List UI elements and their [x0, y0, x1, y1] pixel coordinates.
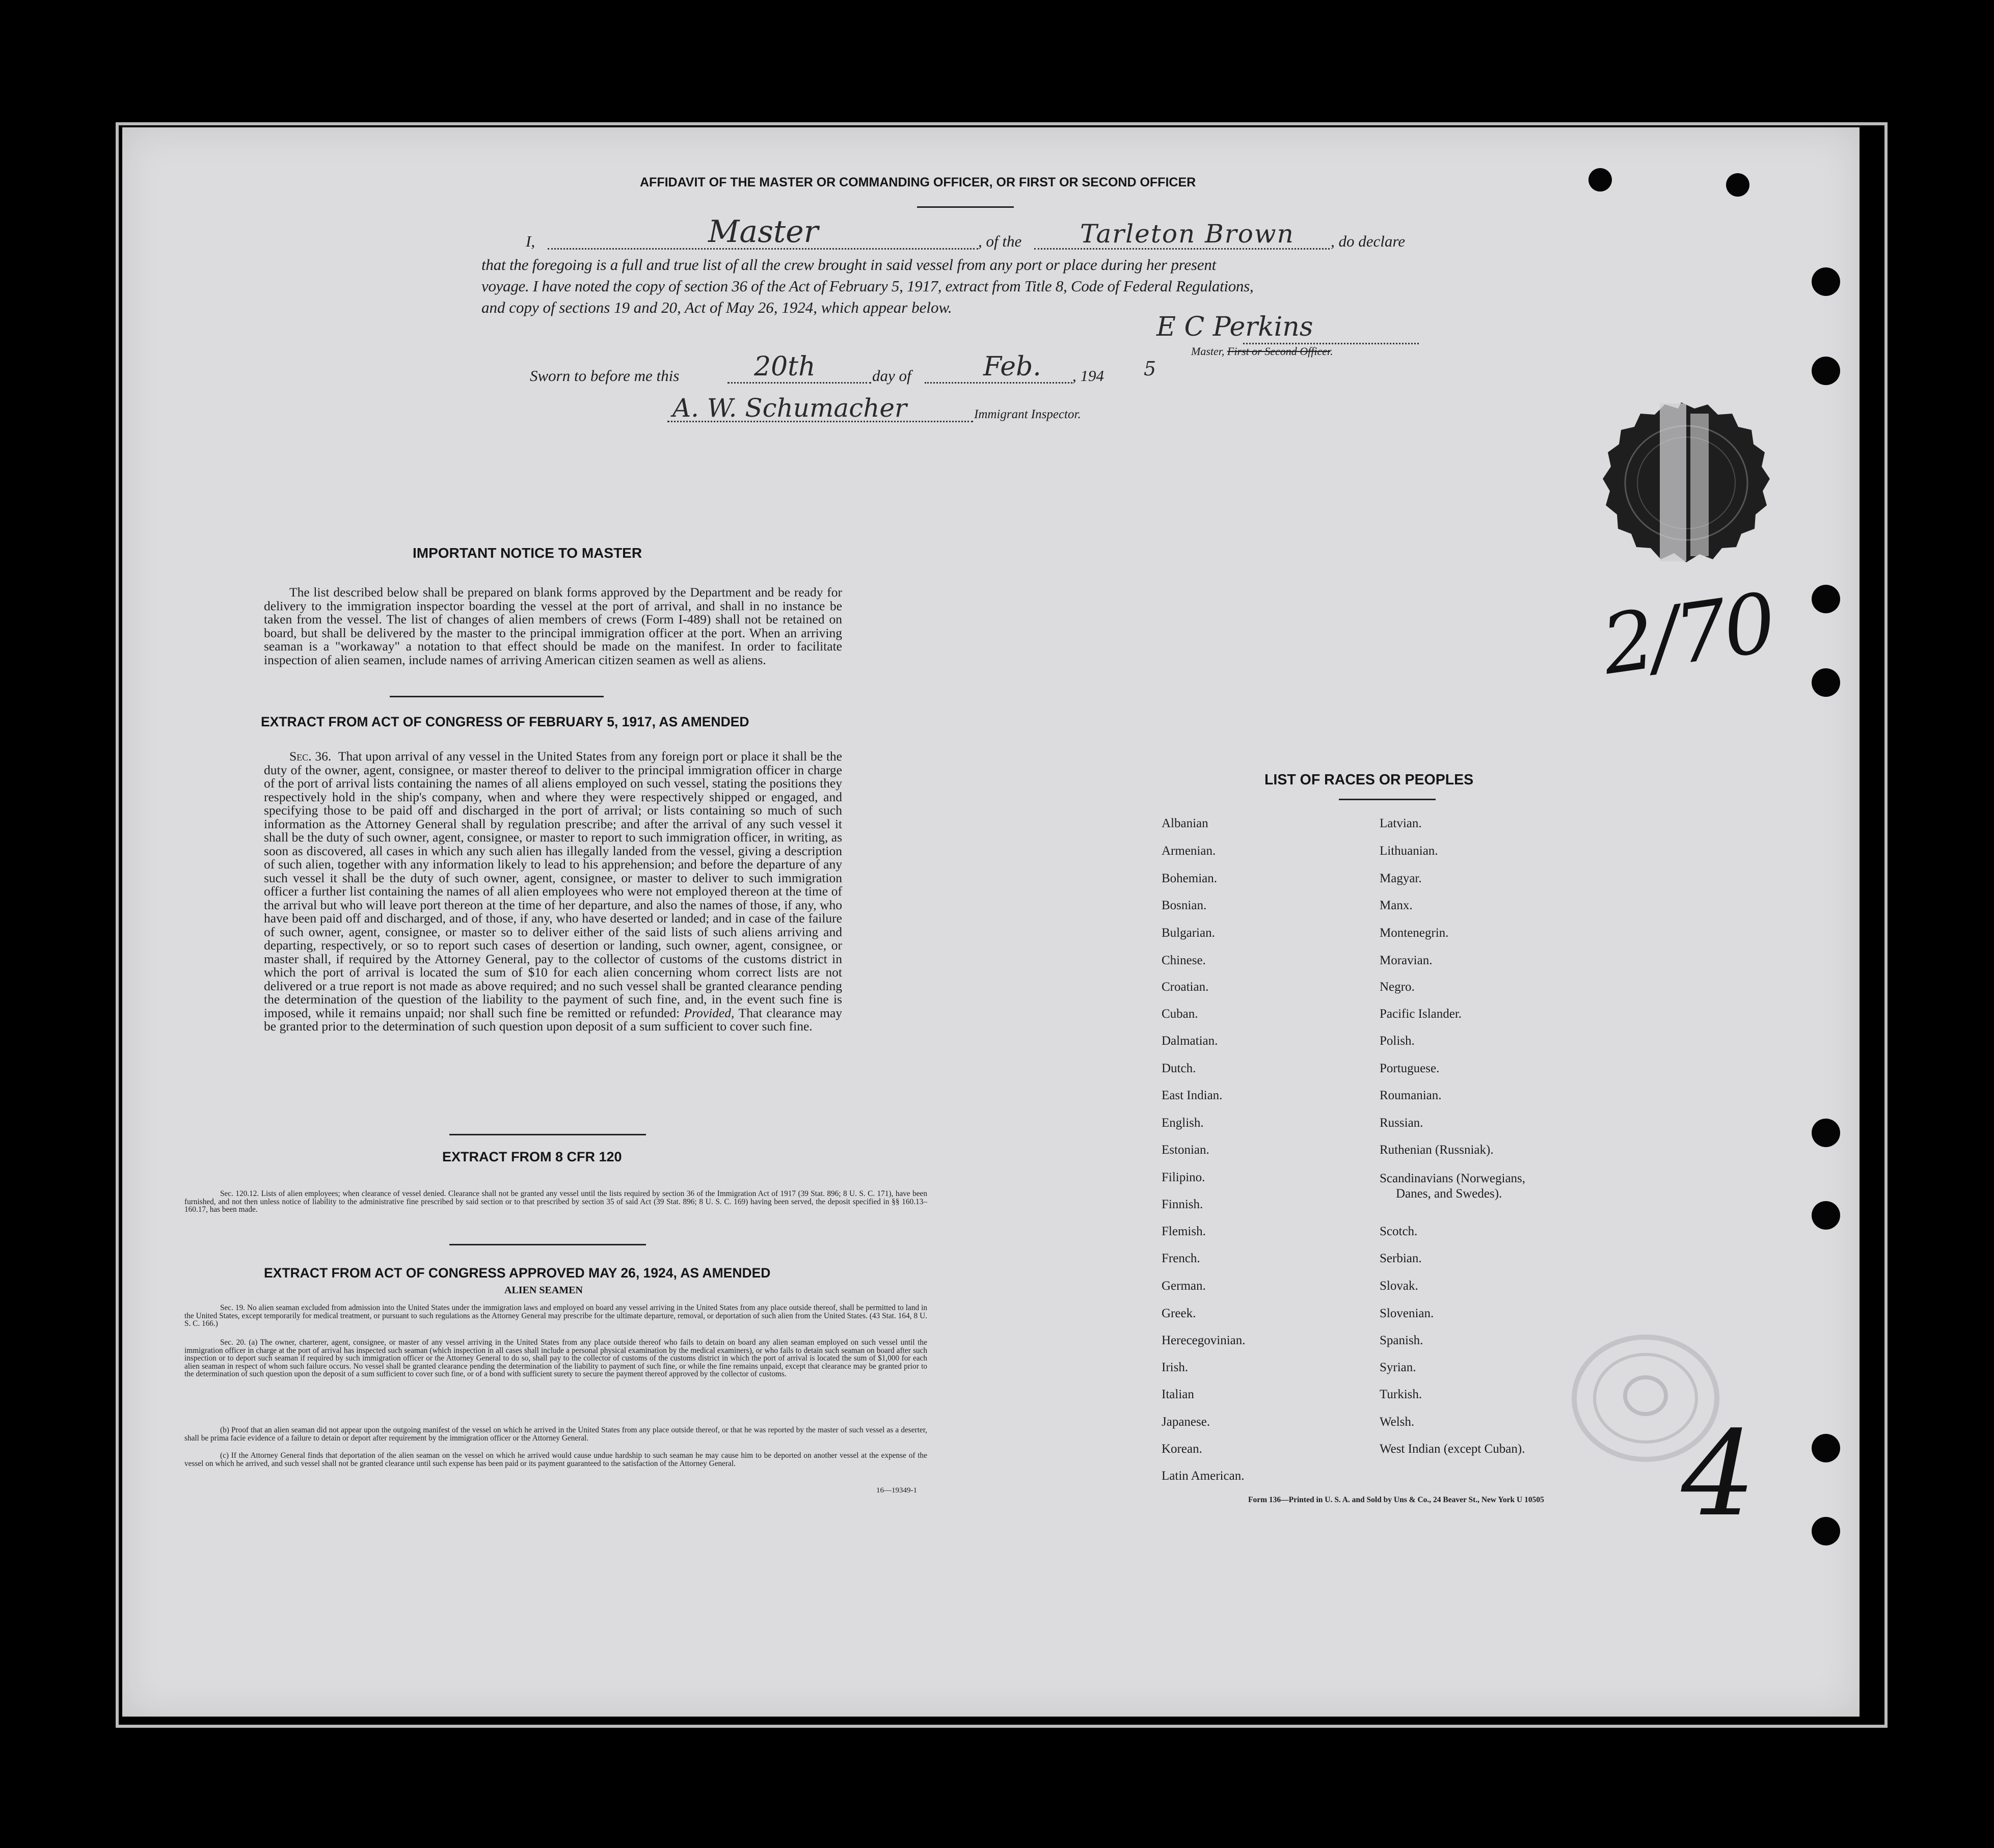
- race-item-left-4: Bulgarian.: [1162, 926, 1215, 940]
- extract-1924-sec20a: Sec. 20. (a) The owner, charterer, agent, consignee, or master of any vessel arriving in the United States from any place outside thereof who fails to detain on board any alien seaman employed on such vessel until the immigration officer in charge at the port of arrival has inspected such seaman (which inspection in all cases shall include a personal physical examination by the medical examiners), or who fails to detain such seaman on board after such inspection or to deport such seaman if required by such immigration officer or the Attorney General to do so, shall pay to the collector of customs of the customs district in which the port of arrival is located the sum of $1,000 for each alien seaman in respect of whom such failure occurs. No vessel shall be granted clearance pending the determination of the liability to payment of such fine, or while the fine remains unpaid, except that clearance may be granted prior to the determination of such question upon the deposit of a sum sufficient to cover such fine, or of a bond with sufficient surety to secure the payment thereof approved by the collector of customs.: [184, 1338, 927, 1379]
- race-item-right-3: Manx.: [1380, 899, 1413, 912]
- extract-1917-provided: Provided,: [684, 1005, 735, 1020]
- race-item-right-12: Ruthenian (Russniak).: [1380, 1143, 1494, 1157]
- race-item-left-21: Italian: [1162, 1388, 1194, 1401]
- notice-rule: [390, 696, 604, 697]
- race-item-right-13: Scandinavians (Norwegians,: [1380, 1172, 1526, 1185]
- punch-hole-2: [1812, 357, 1840, 385]
- race-item-left-6: Croatian.: [1162, 980, 1209, 994]
- extract-cfr-text: Sec. 120.12. Lists of alien employees; when clearance of vessel denied. Clearance shall not be granted any vessel until the lists required by section 36 of the Immigration Act of 1917 (39 Stat. 896; 8 U. S. C. 171), have been furnished, and not then unless notice of liability to the administrative fine prescribed by said section or to that prescribed by section 35 of said Act (39 Stat. 896; 8 U. S. C. 169) having been served, the deposit specified in §§ 160.13–160.17, has been made.: [184, 1189, 927, 1214]
- inspector-caption: Immigrant Inspector.: [974, 407, 1081, 421]
- race-item-left-11: English.: [1162, 1116, 1204, 1130]
- race-item-left-16: French.: [1162, 1252, 1200, 1265]
- extract-1917-sec-label: Sec. 36.: [289, 749, 332, 764]
- race-item-left-22: Japanese.: [1162, 1415, 1210, 1429]
- race-item-right-6: Negro.: [1380, 980, 1415, 994]
- race-item-left-10: East Indian.: [1162, 1089, 1223, 1102]
- handwritten-page-reference: 2/70: [1596, 575, 1779, 693]
- affidavit-i-label: I,: [526, 232, 535, 250]
- race-item-left-15: Flemish.: [1162, 1225, 1206, 1238]
- race-item-right-7: Pacific Islander.: [1380, 1007, 1462, 1021]
- extract-1924-sec19: Sec. 19. No alien seaman excluded from admission into the United States under the immigration laws and employed on board any vessel arriving in the United States from any place outside thereof, shall be permitted to land in the United States, except temporarily for medical treatment, or pursuant to such regulations as the Attorney General may prescribe for the ultimate departure, removal, or deportation of such alien from the United States. (43 Stat. 164, 8 U. S. C. 166.): [184, 1303, 927, 1328]
- race-item-right-21: Turkish.: [1380, 1388, 1422, 1401]
- race-item-right-8: Polish.: [1380, 1034, 1415, 1048]
- sworn-year-prefix: , 194: [1072, 367, 1104, 385]
- race-item-right-10: Roumanian.: [1380, 1089, 1442, 1102]
- race-item-right-19: Spanish.: [1380, 1334, 1423, 1347]
- race-item-left-3: Bosnian.: [1162, 899, 1207, 912]
- extract-1917-rule: [449, 1134, 646, 1135]
- form-footer: Form 136—Printed in U. S. A. and Sold by Uns & Co., 24 Beaver St., New York U 10505: [1248, 1496, 1544, 1504]
- race-item-right-2: Magyar.: [1380, 872, 1422, 885]
- day-of-label: day of: [872, 367, 911, 385]
- vessel-name-value: Tarleton Brown: [1080, 219, 1295, 249]
- race-item-left-5: Chinese.: [1162, 954, 1206, 967]
- sworn-day-line: [727, 382, 871, 384]
- race-item-left-24: Latin American.: [1162, 1469, 1245, 1483]
- extract-1917-body: That upon arrival of any vessel in the United States from any foreign port or place it shall be the duty of the owner, agent, consignee, or master thereof to deliver to the principal immigration officer in charge of the port of arrival lists containing the names of all aliens employed on such vessel, stating the positions they respectively hold in the ship's company, when and where they were respectively shipped or engaged, and specifying those to be paid off and discharged in the port of arrival; or lists containing so much of such information as the Attorney General shall by regulation prescribe; and after the arrival of any such vessel it shall be the duty of such owner, agent, consignee, or master to report to such immigration officer, in writing, as soon as discovered, all cases in which any such alien has illegally landed from the vessel, giving a description of such alien, together with any information likely to lead to his apprehension; and before the departure of any such vessel it shall be the duty of such owner, agent, consignee, or master to deliver to such immigration officer a further list containing the names of all alien employees who were not employed thereon at the time of the arrival but who will leave port thereon at the time of her departure, and also the names of those, if any, who have been paid off and discharged, and of those, if any, who have deserted or landed; and in case of the failure of such owner, agent, consignee, or master so to deliver either of the said lists of such aliens arriving and departing, respectively, or so to report such cases of desertion or landing, such owner, agent, consignee, or master shall, if required by the Attorney General, pay to the collector of customs of the customs district in which the port of arrival is located the sum of $10 for each alien concerning whom correct lists are not delivered or a true report is not made as above required; and no such vessel shall be granted clearance pending the determination of the question of the liability to the payment of such fine, and, in the event such fine is imposed, while it remains unpaid; nor shall such fine be remitted or refunded:: [264, 749, 842, 1020]
- extract-1924-subtitle: ALIEN SEAMEN: [504, 1285, 583, 1296]
- affidavit-of-the-label: , of the: [978, 232, 1022, 250]
- master-name-value: Master: [708, 214, 819, 250]
- extract-1924-sec20c: (c) If the Attorney General finds that deportation of the alien seaman on the vessel on which he arrived would cause undue hardship to such seaman he may cause him to be deported on another vessel at the expense of the vessel on which he arrived, and such vessel shall not be granted clearance until such expense has been paid or its payment guaranteed to the satisfaction of the Attorney General.: [184, 1451, 927, 1468]
- race-item-right-23: West Indian (except Cuban).: [1380, 1442, 1525, 1456]
- punch-hole-6: [1812, 1201, 1840, 1230]
- race-item-right-14: Danes, and Swedes).: [1396, 1187, 1502, 1201]
- extract-1917-title: EXTRACT FROM ACT OF CONGRESS OF FEBRUARY 5, 1917, AS AMENDED: [261, 714, 749, 729]
- race-item-left-19: Herecegovinian.: [1162, 1334, 1246, 1347]
- notice-text: The list described below shall be prepared on blank forms approved by the Department and be ready for delivery to the immigration inspector boarding the vessel at the port of arrival, and shall in no instance be taken from the vessel. The list of changes of alien members of crews (Form I-489) shall not be retained on board, but shall be delivered by the master to the principal immigration officer at the port. When an arriving seaman is a "workaway" a notation to that effect should be made on the manifest. In order to facilitate inspection of alien seamen, include names of arriving American citizen seamen as well as aliens.: [264, 585, 842, 667]
- notary-seal: [1574, 398, 1788, 572]
- race-item-left-13: Filipino.: [1162, 1171, 1205, 1184]
- handwritten-corner-mark: 4: [1681, 1406, 1756, 1542]
- extract-1924-title: EXTRACT FROM ACT OF CONGRESS APPROVED MAY 26, 1924, AS AMENDED: [264, 1265, 771, 1281]
- punch-hole-top-2: [1726, 173, 1749, 197]
- affidavit-line-2: that the foregoing is a full and true list of all the crew brought in said vessel from any port or place during her present: [481, 256, 1217, 274]
- race-item-right-20: Syrian.: [1380, 1361, 1416, 1374]
- sworn-year-suffix: 5: [1144, 358, 1156, 380]
- punch-hole-7: [1812, 1434, 1840, 1462]
- affidavit-declare-label: , do declare: [1331, 232, 1406, 250]
- extract-1917-text: [264, 750, 842, 1034]
- affidavit-title-rule: [917, 206, 1014, 208]
- race-item-right-16: Serbian.: [1380, 1252, 1422, 1265]
- race-item-left-18: Greek.: [1162, 1307, 1196, 1320]
- notice-title: IMPORTANT NOTICE TO MASTER: [413, 545, 642, 561]
- sworn-month-line: [925, 382, 1072, 384]
- extract-1924-sec20b: (b) Proof that an alien seaman did not appear upon the outgoing manifest of the vessel on which he arrived in the United States from any place outside thereof, or that he was reported by the master of such vessel as a deserter, shall be prima facie evidence of a failure to detain or deport after requirement by the immigration officer or the Attorney General.: [184, 1426, 927, 1443]
- races-title: LIST OF RACES OR PEOPLES: [1264, 772, 1474, 788]
- inspector-signature-line: [667, 421, 973, 422]
- race-item-left-12: Estonian.: [1162, 1143, 1209, 1157]
- sworn-label: Sworn to before me this: [530, 367, 680, 385]
- affidavit-title: AFFIDAVIT OF THE MASTER OR COMMANDING OFFICER, OR FIRST OR SECOND OFFICER: [640, 175, 1196, 189]
- race-item-left-1: Armenian.: [1162, 844, 1216, 858]
- master-signature: E C Perkins: [1156, 312, 1313, 342]
- master-caption: [1191, 345, 1333, 358]
- race-item-left-20: Irish.: [1162, 1361, 1189, 1374]
- master-signature-line: [1243, 343, 1419, 344]
- race-item-left-17: German.: [1162, 1279, 1206, 1293]
- sworn-month-value: Feb.: [983, 351, 1041, 382]
- punch-hole-1: [1812, 267, 1840, 296]
- master-caption-struck: First or Second Officer: [1227, 345, 1331, 358]
- punch-hole-3: [1812, 585, 1840, 613]
- affidavit-line-3: voyage. I have noted the copy of section 36 of the Act of February 5, 1917, extract from Title 8, Code of Federal Regulations,: [481, 277, 1254, 295]
- inspector-signature: A. W. Schumacher: [672, 393, 907, 423]
- sworn-day-value: 20th: [754, 351, 816, 382]
- race-item-right-22: Welsh.: [1380, 1415, 1415, 1429]
- extract-cfr-rule: [449, 1244, 646, 1245]
- affidavit-line-4: and copy of sections 19 and 20, Act of May 26, 1924, which appear below.: [481, 298, 952, 316]
- punch-hole-4: [1812, 668, 1840, 697]
- race-item-left-14: Finnish.: [1162, 1198, 1203, 1211]
- race-item-left-7: Cuban.: [1162, 1007, 1198, 1021]
- race-item-right-0: Latvian.: [1380, 817, 1422, 830]
- races-title-rule: [1339, 799, 1436, 800]
- race-item-right-4: Montenegrin.: [1380, 926, 1449, 940]
- race-item-right-17: Slovak.: [1380, 1279, 1418, 1293]
- master-caption-suffix: .: [1330, 345, 1333, 358]
- extract-1924-form-number: 16—19349-1: [876, 1486, 917, 1494]
- race-item-right-9: Portuguese.: [1380, 1062, 1440, 1075]
- race-item-right-1: Lithuanian.: [1380, 844, 1438, 858]
- race-item-left-2: Bohemian.: [1162, 872, 1218, 885]
- race-item-left-23: Korean.: [1162, 1442, 1202, 1456]
- race-item-left-0: Albanian: [1162, 817, 1208, 830]
- extract-1917-end: That clearance may be granted prior to the determination of such question upon deposit of a sum sufficient to cover such fine.: [264, 1005, 843, 1034]
- punch-hole-8: [1812, 1517, 1840, 1545]
- punch-hole-top-1: [1588, 168, 1612, 192]
- race-item-right-5: Moravian.: [1380, 954, 1433, 967]
- race-item-right-11: Russian.: [1380, 1116, 1423, 1130]
- race-item-left-8: Dalmatian.: [1162, 1034, 1218, 1048]
- race-item-left-9: Dutch.: [1162, 1062, 1196, 1075]
- punch-hole-5: [1812, 1119, 1840, 1147]
- race-item-right-18: Slovenian.: [1380, 1307, 1434, 1320]
- extract-cfr-title: EXTRACT FROM 8 CFR 120: [442, 1149, 622, 1164]
- master-caption-prefix: Master,: [1191, 345, 1225, 358]
- race-item-right-15: Scotch.: [1380, 1225, 1418, 1238]
